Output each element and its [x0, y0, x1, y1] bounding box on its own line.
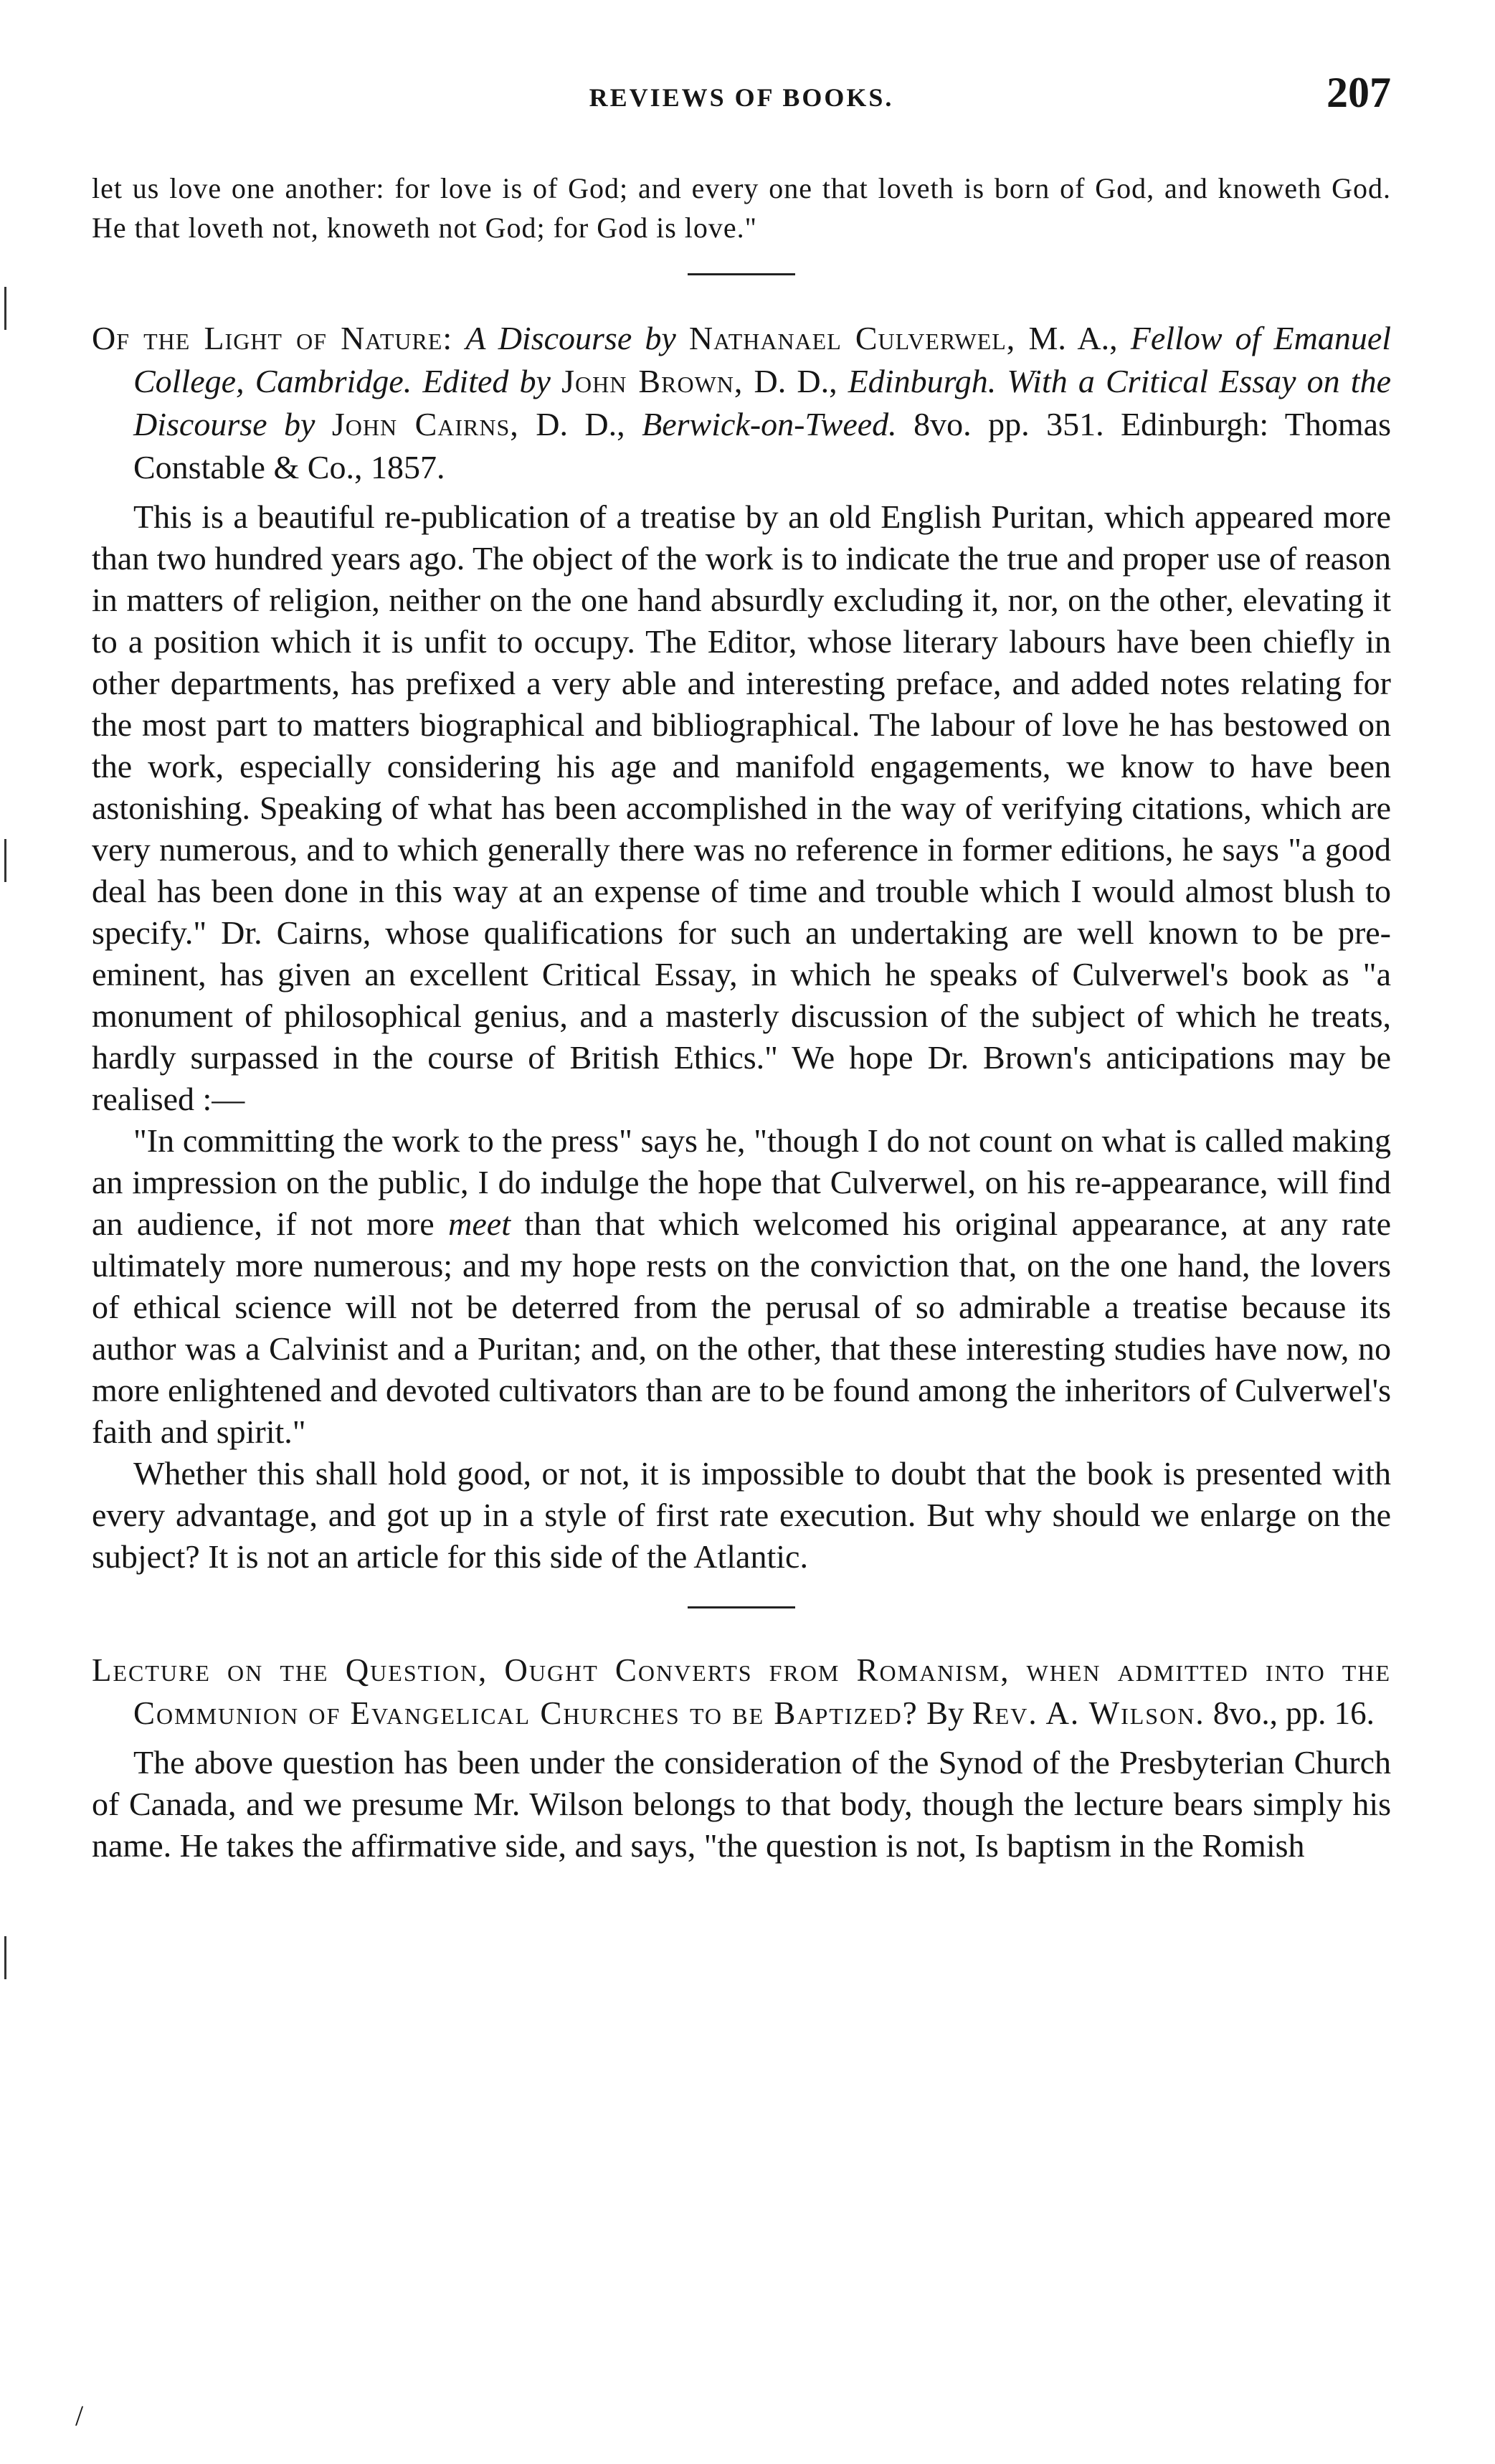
review-heading-light-of-nature [92, 317, 1391, 489]
editor-degree: D. D., [754, 363, 837, 399]
quoted-paragraph [92, 1120, 1391, 1453]
book-title: Of the Light of Nature: [92, 320, 453, 356]
running-title: REVIEWS OF BOOKS. [589, 83, 894, 112]
stray-mark: / [75, 2399, 84, 2432]
scan-gutter-mark [4, 839, 6, 882]
author-name: Rev. A. Wilson. [972, 1695, 1205, 1731]
page-number: 207 [1326, 69, 1391, 116]
scan-gutter-mark [4, 1936, 6, 1979]
review-paragraph: Whether this shall hold good, or not, it is impossible to doubt that the book is presented with every advantage, and got up in a style of first rate execution. But why should we enlarge on the subject? It is not an article for this side of the Atlantic. [92, 1455, 1391, 1575]
review-paragraph: This is a beautiful re-publication of a treatise by an old English Puritan, which appeared more than two hundred years ago. The object of the work is to indicate the true and proper use of reason in matters of religion, neither on the one hand absurdly excluding it, nor, on the other, elevating it to a position which it is unfit to occupy. The Editor, whose literary labours have been chiefly in other departments, has prefixed a very able and interesting preface, and added notes relating for the most part to matters biographical and bibliographical. The labour of love he has bestowed on the work, especially considering his age and manifold engagements, we know to have been astonishing. Speaking of what has been accomplished in the way of verifying citations, which are very numerous, and to which generally there was no reference in former editions, he says "a good deal has been done in this way at an expense of time and trouble which I would almost blush to specify." Dr. Cairns, whose qualifications for such an undertaking are well known to be pre-eminent, has given an excellent Critical Essay, in which he speaks of Culverwel's book as "a monument of philosophical genius, and a masterly discussion of the subject of which he treats, hardly surpassed in the course of British Ethics." We hope Dr. Brown's anticipations may be realised :— [92, 498, 1391, 1117]
publication-details: 8vo. pp. 351. Edinburgh: Thomas Constable & Co., 1857. [133, 406, 1391, 485]
essayist-name: John Cairns, [331, 406, 519, 442]
quote-text: "In committing the work to the press" says he, "though I do not count on what is called making an impression on the public, I do indulge the hope that Culverwel, on his re-appearance, will find an audience, if not more [92, 1122, 1391, 1242]
by-label: By [926, 1695, 964, 1731]
review-heading-lecture [92, 1649, 1391, 1735]
author-degree: M. A., [1028, 320, 1118, 356]
editor-name: John Brown, [561, 363, 744, 399]
publication-details: 8vo., pp. 16. [1212, 1695, 1375, 1731]
book-page [92, 68, 1391, 1867]
author-name: Nathanael Culverwel, [688, 320, 1016, 356]
review-paragraph: The above question has been under the consideration of the Synod of the Presbyterian Church of Canada, and we presume Mr. Wilson belongs to that body, though the lecture bears simply his name. He takes the affirmative side, and says, "the question is not, Is baptism in the Romish [92, 1744, 1391, 1864]
author-description: Fellow of Emanuel College, Cambridge. Edited by [133, 320, 1392, 399]
editor-place: Edinburgh. With a Critical Essay on the Discourse by [133, 363, 1391, 442]
section-divider [688, 273, 795, 275]
essayist-degree: D. D., [536, 406, 625, 442]
scan-gutter-mark [4, 287, 6, 330]
book-subtitle: A Discourse by [465, 320, 676, 356]
book-title: Lecture on the Question, Ought Converts from Romanism, when admitted into the Communion of Evangelical Churches to be Baptized? [92, 1652, 1391, 1731]
previous-quote-end: let us love one another: for love is of God; and every one that loveth is born of God, and knoweth God. He that loveth not, knoweth not God; for God is love." [92, 172, 1391, 244]
section-divider [688, 1606, 795, 1608]
running-head [92, 68, 1391, 125]
essayist-place: Berwick-on-Tweed. [642, 406, 897, 442]
quote-italic-word: meet [448, 1205, 511, 1242]
quote-text: than that which welcomed his original appearance, at any rate ultimately more numerous; and my hope rests on the conviction that, on the one hand, the lovers of ethical science will not be deterred from the perusal of so admirable a treatise because its author was a Calvinist and a Puritan; and, on the other, that these interesting studies have now, no more enlightened and devoted cultivators than are to be found among the inheritors of Culverwel's faith and spirit." [92, 1205, 1392, 1450]
